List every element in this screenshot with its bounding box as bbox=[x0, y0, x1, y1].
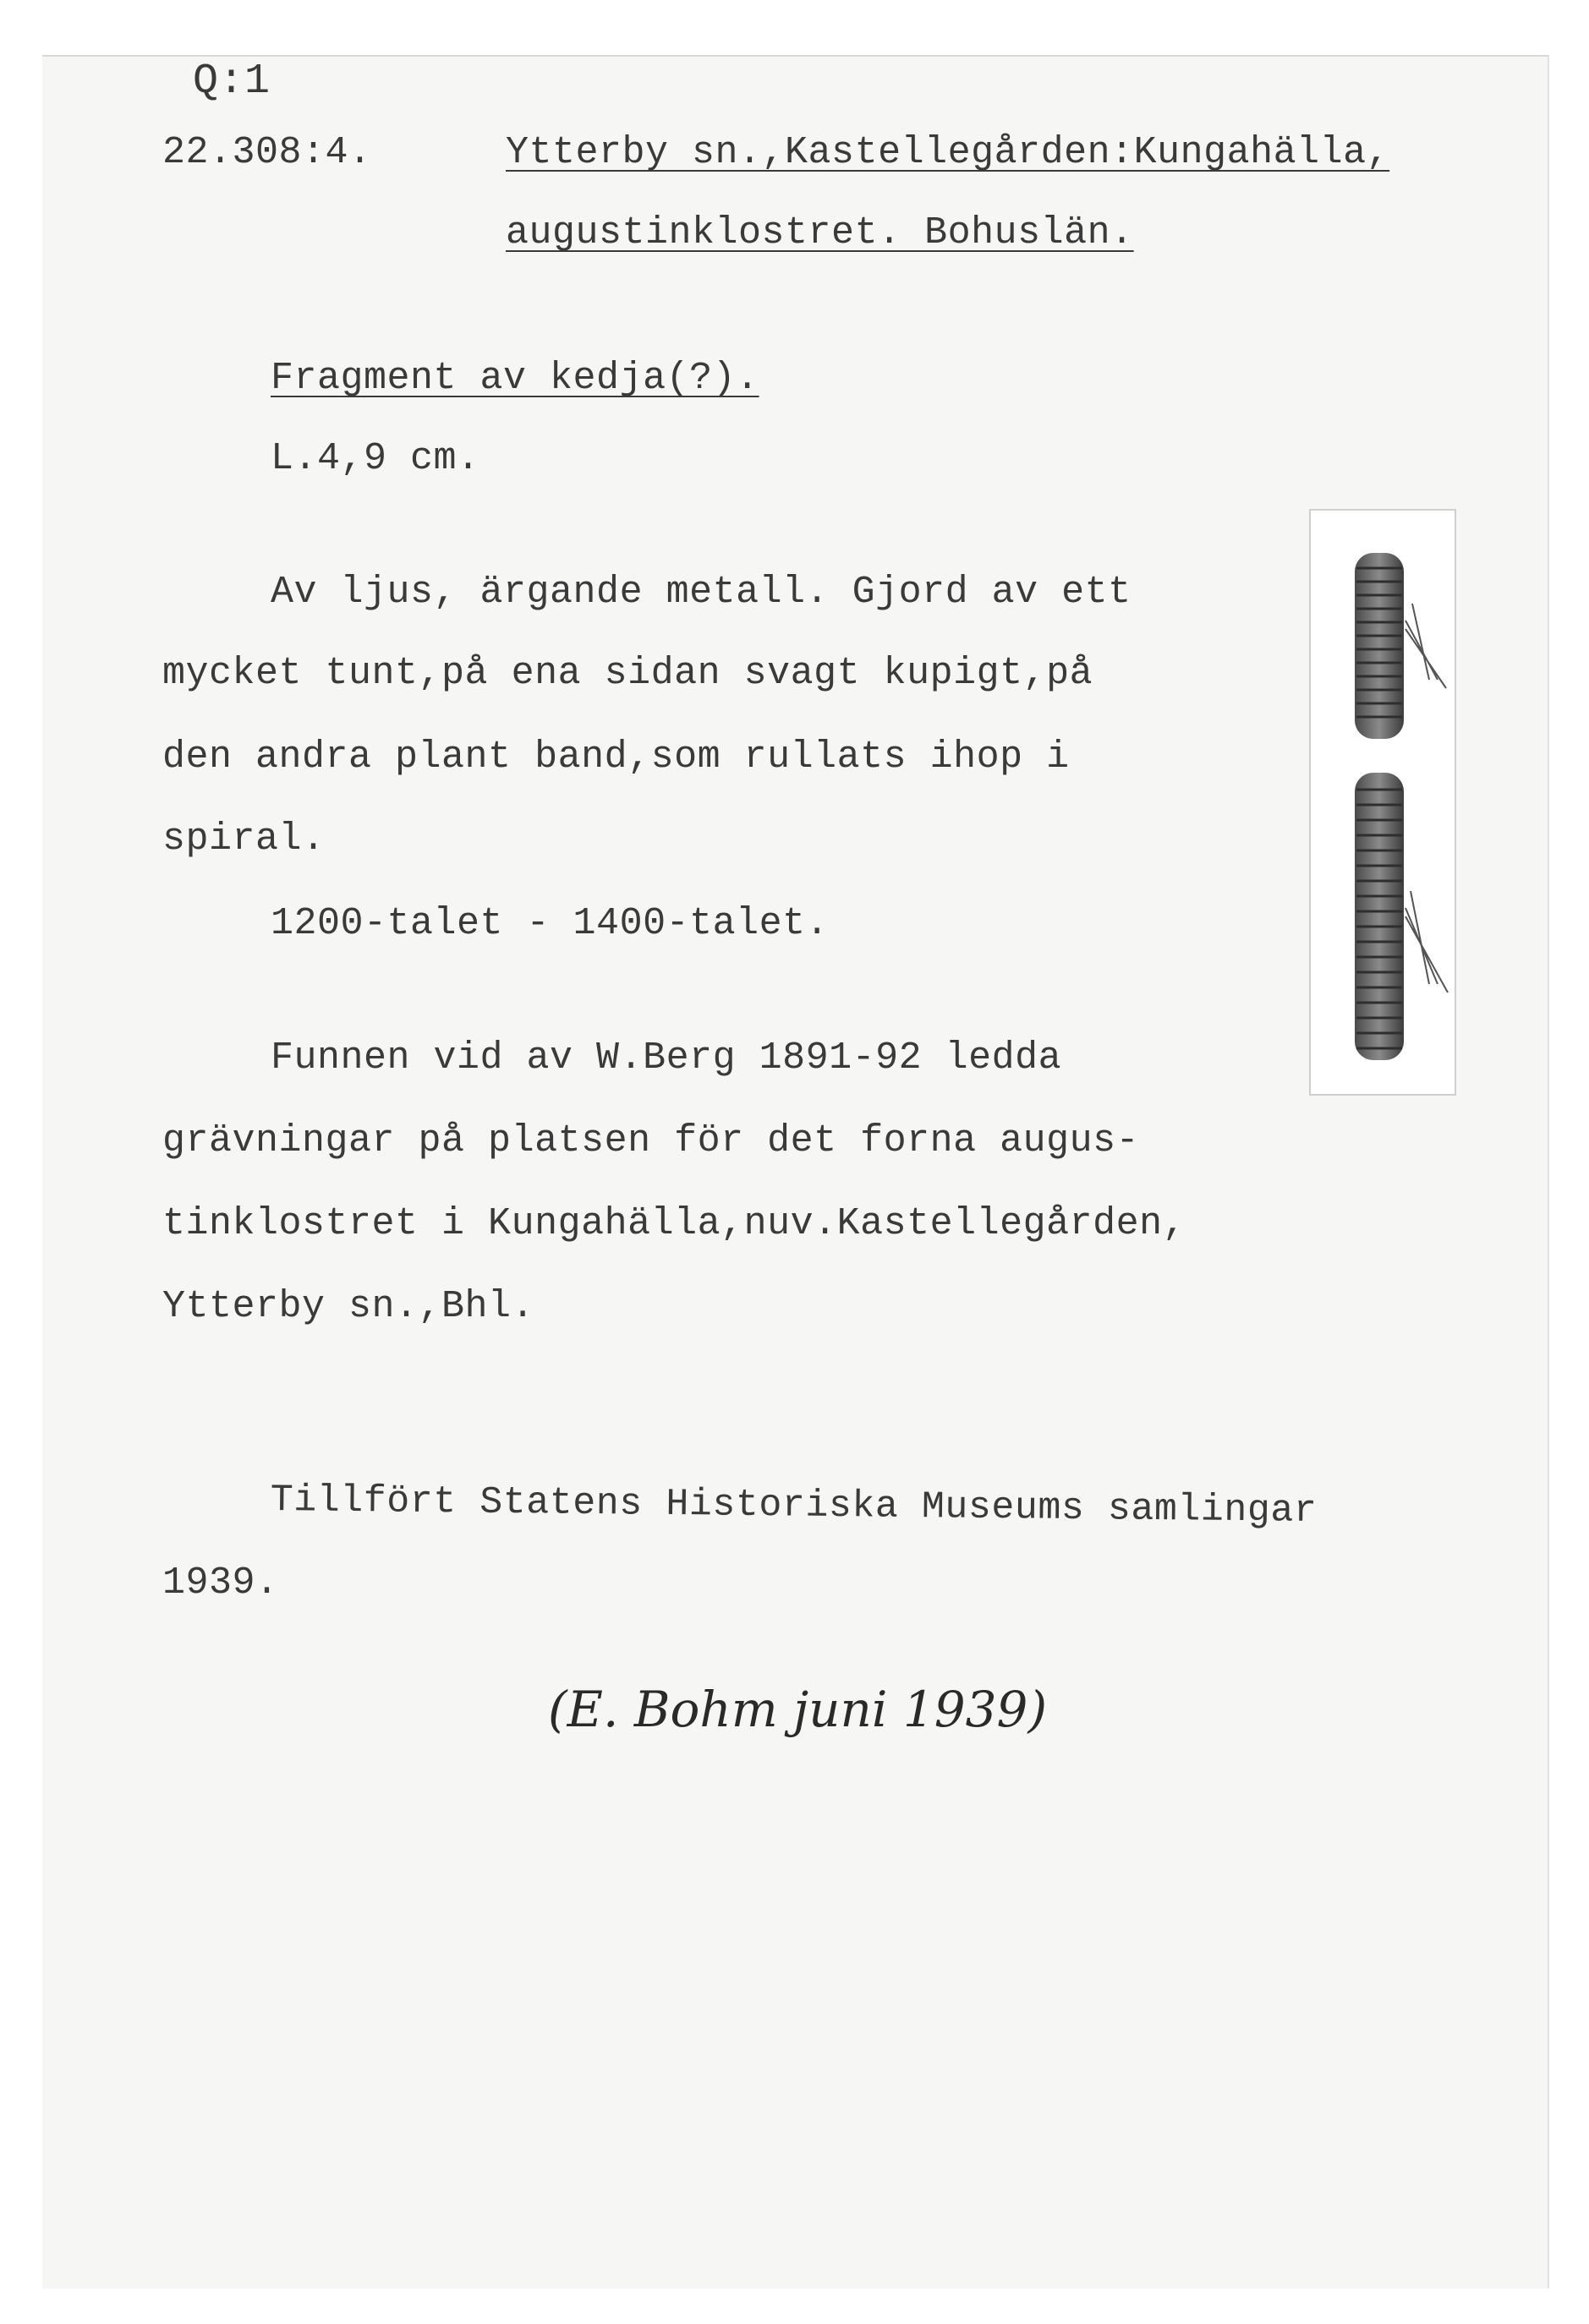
acquisition-line-1: Tillfört Statens Historiska Museums samlingar bbox=[270, 1479, 1318, 1533]
description-line-4: spiral. bbox=[162, 818, 326, 861]
description-line-1: Av ljus, ärgande metall. Gjord av ett bbox=[271, 571, 1131, 614]
catalog-card bbox=[42, 55, 1549, 2288]
acquisition-line-2: 1939. bbox=[162, 1561, 279, 1605]
find-context-line-4: Ytterby sn.,Bhl. bbox=[162, 1285, 535, 1328]
chain-fragments-image bbox=[1311, 511, 1455, 1094]
object-photo bbox=[1309, 509, 1456, 1096]
handwritten-signature: (E. Bohm juni 1939) bbox=[548, 1681, 1048, 1738]
description-line-3: den andra plant band,som rullats ihop i bbox=[162, 735, 1070, 779]
object-length: L.4,9 cm. bbox=[271, 437, 480, 480]
location-line-2: augustinklostret. Bohuslän. bbox=[506, 211, 1134, 254]
find-context-line-2: grävningar på platsen för det forna augus- bbox=[162, 1119, 1140, 1162]
location-line-1: Ytterby sn.,Kastellegården:Kungahälla, bbox=[506, 131, 1390, 174]
find-context-line-1: Funnen vid av W.Berg 1891-92 ledda bbox=[271, 1036, 1062, 1080]
lower-fragment bbox=[1355, 773, 1448, 1060]
inventory-number: 22.308:4. bbox=[162, 131, 372, 174]
corner-mark: Q:1 bbox=[193, 57, 271, 106]
find-context-line-3: tinklostret i Kungahälla,nuv.Kastellegården, bbox=[162, 1202, 1186, 1245]
description-line-2: mycket tunt,på ena sidan svagt kupigt,på bbox=[162, 652, 1093, 695]
upper-fragment bbox=[1355, 553, 1446, 739]
object-title: Fragment av kedja(?). bbox=[271, 357, 759, 400]
dating: 1200-talet - 1400-talet. bbox=[271, 902, 830, 945]
